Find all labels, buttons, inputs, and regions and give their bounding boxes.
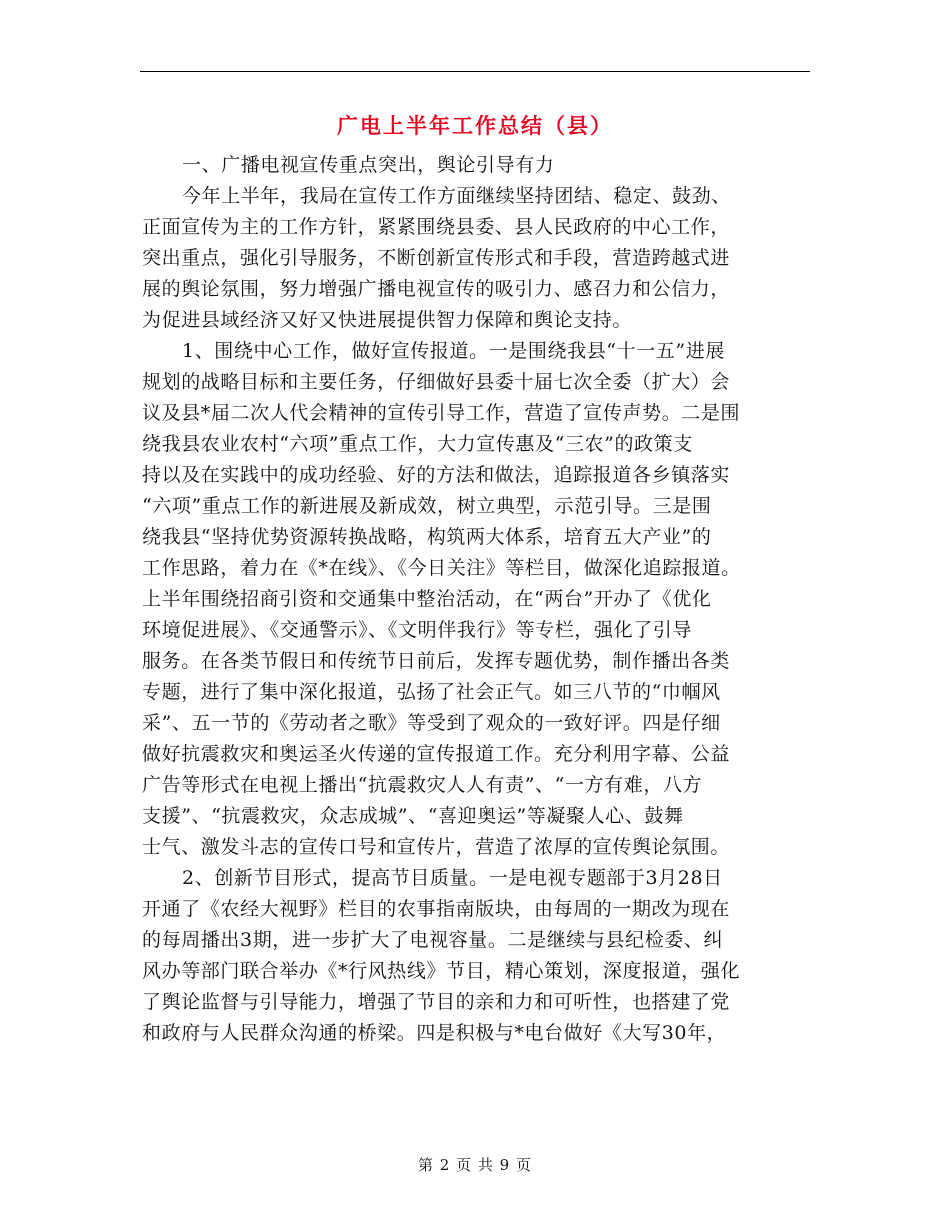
text-line: 工作思路，着力在《*在线》、《今日关注》等栏目，做深化追踪报道。 (142, 557, 741, 579)
text-line: 议及县*届二次人代会精神的宣传引导工作，营造了宣传声势。二是围 (142, 402, 741, 424)
text-line: 的每周播出3期，进一步扩大了电视容量。二是继续与县纪检委、纠 (142, 929, 724, 951)
text-line: 环境促进展》、《交通警示》、《文明伴我行》等专栏，强化了引导 (142, 619, 693, 641)
text-line: 绕我县农业农村“六项”重点工作，大力宣传惠及“三农”的政策支 (142, 433, 693, 455)
text-line: 广告等形式在电视上播出“抗震救灾人人有责”、“一方有难，八方 (142, 774, 703, 796)
text-line: 突出重点，强化引导服务，不断创新宣传形式和手段，营造跨越式进 (142, 247, 731, 269)
header-rule (140, 71, 810, 72)
document-title: 广电上半年工作总结（县） (337, 113, 613, 138)
text-line: 支援”、“抗震救灾，众志成城”、“喜迎奥运”等凝聚人心、鼓舞 (142, 805, 684, 827)
text-line: 今年上半年，我局在宣传工作方面继续坚持团结、稳定、鼓劲、 (182, 185, 731, 207)
text-line: 服务。在各类节假日和传统节日前后，发挥专题优势，制作播出各类 (142, 650, 731, 672)
page-number: 第 2 页 共 9 页 (418, 1156, 532, 1174)
text-line: 规划的战略目标和主要任务，仔细做好县委十届七次全委（扩大）会 (142, 371, 731, 393)
text-line: 专题，进行了集中深化报道，弘扬了社会正气。如三八节的“巾帼风 (142, 681, 721, 703)
text-line: 和政府与人民群众沟通的桥梁。四是积极与*电台做好《大写30年， (142, 1022, 727, 1044)
text-line: 持以及在实践中的成功经验、好的方法和做法，追踪报道各乡镇落实 (142, 464, 731, 486)
text-line: “六项”重点工作的新进展及新成效，树立典型，示范引导。三是围 (142, 495, 712, 517)
text-line: 绕我县“坚持优势资源转换战略，构筑两大体系，培育五大产业”的 (142, 526, 712, 548)
text-line: 上半年围绕招商引资和交通集中整治活动，在“两台”开办了《优化 (142, 588, 712, 610)
text-line: 士气、激发斗志的宣传口号和宣传片，营造了浓厚的宣传舆论氛围。 (142, 836, 731, 858)
text-line: 2、创新节目形式，提高节目质量。一是电视专题部于3月28日 (182, 867, 723, 889)
text-line: 采”、五一节的《劳动者之歌》等受到了观众的一致好评。四是仔细 (142, 712, 721, 734)
text-line: 风办等部门联合举办《*行风热线》节目，精心策划，深度报道，强化 (142, 960, 741, 982)
text-line: 一、广播电视宣传重点突出，舆论引导有力 (182, 154, 555, 176)
text-line: 做好抗震救灾和奥运圣火传递的宣传报道工作。充分利用字幕、公益 (142, 743, 731, 765)
text-line: 1、围绕中心工作，做好宣传报道。一是围绕我县“十一五”进展 (182, 340, 725, 362)
text-line: 正面宣传为主的工作方针，紧紧围绕县委、县人民政府的中心工作， (142, 216, 731, 238)
text-line: 了舆论监督与引导能力，增强了节目的亲和力和可听性，也搭建了党 (142, 991, 731, 1013)
document-body (142, 150, 810, 1049)
text-line: 展的舆论氛围，努力增强广播电视宣传的吸引力、感召力和公信力， (142, 278, 731, 300)
text-line: 开通了《农经大视野》栏目的农事指南版块，由每周的一期改为现在 (142, 898, 731, 920)
text-line: 为促进县域经济又好又快进展提供智力保障和舆论支持。 (142, 309, 633, 331)
